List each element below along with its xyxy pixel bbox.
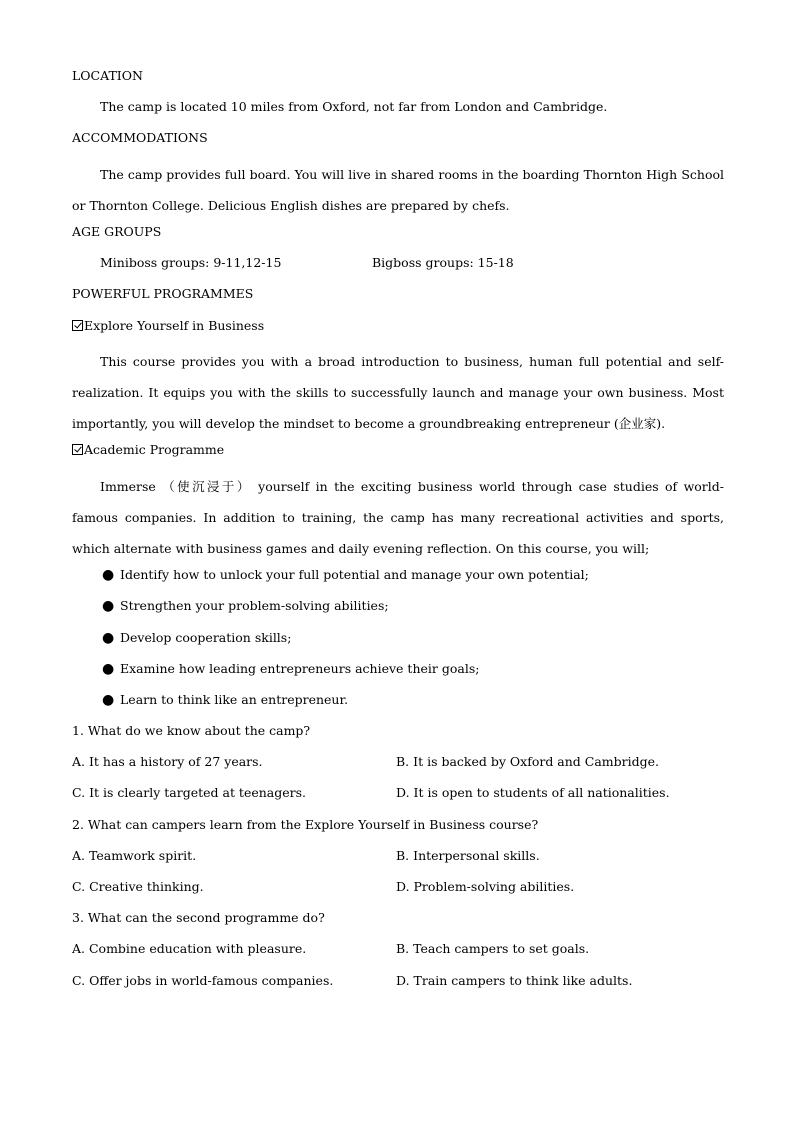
options-row — [72, 782, 724, 813]
options-row — [72, 938, 724, 969]
accommodations-text-body: The camp provides full board. You will live in shared rooms in the boarding Thornton High School or Thornton College. Delicious English dishes are prepared by chefs. — [72, 166, 724, 213]
list-item — [72, 627, 724, 658]
list-item — [72, 564, 724, 595]
age-heading: AGE GROUPS — [72, 223, 162, 239]
option-d: D. It is open to students of all nationalities. — [396, 785, 670, 801]
question-stem: 2. What can campers learn from the Explore Yourself in Business course? — [72, 816, 539, 832]
list-item — [72, 689, 724, 720]
list-item-text: Strengthen your problem-solving abilities; — [120, 598, 389, 614]
checkbox-icon — [72, 320, 83, 331]
option-b: B. It is backed by Oxford and Cambridge. — [396, 754, 659, 770]
list-item-text: Develop cooperation skills; — [120, 629, 292, 645]
option-b: B. Interpersonal skills. — [396, 847, 540, 863]
age-miniboss: Miniboss groups: 9-11,12-15 — [100, 255, 282, 271]
location-text: The camp is located 10 miles from Oxford, not far from London and Cambridge. — [100, 99, 608, 115]
question-stem: 3. What can the second programme do? — [72, 910, 325, 926]
programme-title-2-text: Academic Programme — [84, 442, 225, 458]
bullet-icon: ● — [102, 598, 115, 615]
options-row — [72, 845, 724, 876]
option-a: A. Combine education with pleasure. — [72, 941, 307, 957]
option-d: D. Train campers to think like adults. — [396, 972, 633, 988]
bullet-icon: ● — [102, 660, 115, 677]
option-b: B. Teach campers to set goals. — [396, 941, 590, 957]
programme-title-1-text: Explore Yourself in Business — [84, 317, 265, 333]
list-item-text: Learn to think like an entrepreneur. — [120, 691, 349, 707]
options-row — [72, 970, 724, 1001]
bullet-icon: ● — [102, 567, 115, 584]
document-page — [72, 65, 724, 1001]
programme-text-1-body: This course provides you with a broad introduction to business, human full potential and self-realization. It equips you with the skills to successfully launch and manage your own business. Most importantly, you will develop the mindset to become a groundbreaking entrepreneur (企业家). — [72, 353, 724, 432]
option-a: A. It has a history of 27 years. — [72, 754, 263, 770]
accommodations-text — [72, 159, 724, 221]
location-heading: LOCATION — [72, 68, 143, 83]
option-a: A. Teamwork spirit. — [72, 847, 197, 863]
bullet-icon: ● — [102, 629, 115, 646]
checkbox-icon — [72, 444, 83, 455]
list-item-text: Identify how to unlock your full potential and manage your own potential; — [120, 567, 589, 583]
options-row — [72, 751, 724, 782]
age-groups-row — [72, 252, 724, 283]
programme-text-1 — [72, 346, 724, 440]
option-c: C. Offer jobs in world-famous companies. — [72, 972, 334, 988]
option-c: C. Creative thinking. — [72, 879, 204, 894]
programme-text-2 — [72, 471, 724, 565]
list-item — [72, 595, 724, 626]
question-stem: 1. What do we know about the camp? — [72, 723, 311, 739]
programme-text-2-body: Immerse （使沉浸于） yourself in the exciting business world through case studies of world-famous companies. In addition to training, the camp has many recreational activities and sports, which alternate with business games and daily evening reflection. On this course, you will; — [72, 478, 724, 556]
options-row — [72, 876, 724, 907]
bullet-icon: ● — [102, 691, 115, 708]
age-bigboss: Bigboss groups: 15-18 — [372, 255, 514, 271]
programme-title-1 — [72, 315, 724, 346]
programme-title-2 — [72, 439, 724, 470]
list-item-text: Examine how leading entrepreneurs achieve their goals; — [120, 660, 480, 676]
accommodations-heading: ACCOMMODATIONS — [72, 130, 208, 146]
option-c: C. It is clearly targeted at teenagers. — [72, 785, 307, 801]
list-item — [72, 658, 724, 689]
option-d: D. Problem-solving abilities. — [396, 879, 575, 894]
programmes-heading: POWERFUL PROGRAMMES — [72, 286, 254, 302]
